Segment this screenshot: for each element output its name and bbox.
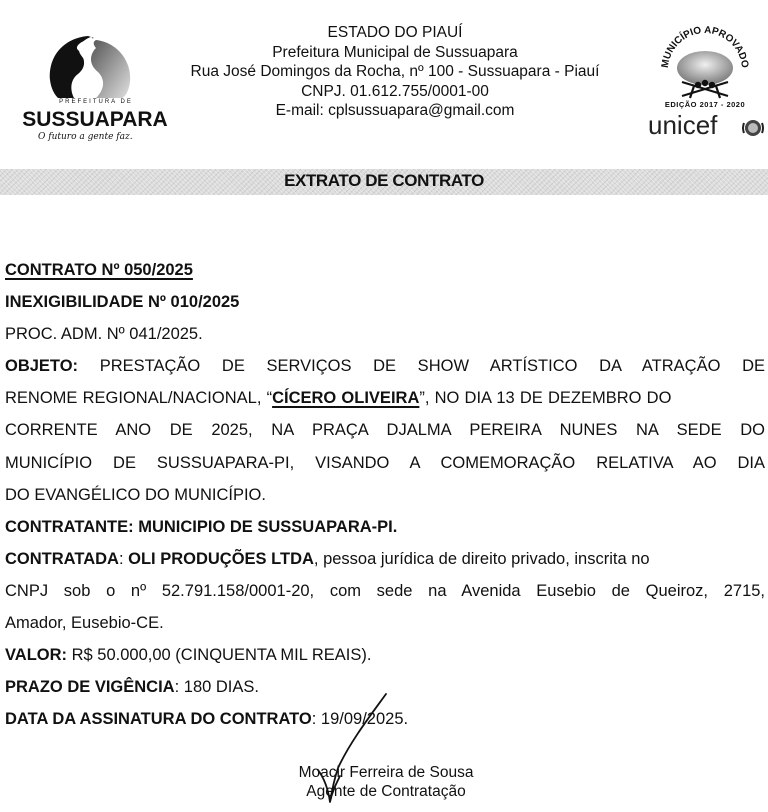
valor-value: R$ 50.000,00 (CINQUENTA MIL REAIS). bbox=[67, 646, 372, 665]
seal-arc-text: MUNICÍPIO APROVADO bbox=[659, 24, 751, 69]
contratada-line-2: CNPJ sob o nº 52.791.158/0001-20, com sede na Avenida Eusebio de Queiroz, 2715, bbox=[5, 581, 765, 600]
valor bbox=[5, 639, 765, 671]
road-emblem-icon bbox=[44, 34, 136, 100]
data-assinatura-value: : 19/09/2025. bbox=[311, 710, 409, 729]
contratada-line-1 bbox=[5, 543, 765, 575]
objeto-line-1 bbox=[5, 350, 765, 382]
objeto-line-2 bbox=[5, 382, 765, 414]
valor-label: VALOR: bbox=[5, 646, 68, 665]
unicef-globe-icon bbox=[742, 117, 764, 139]
contratada-line-3: Amador, Eusebio-CE. bbox=[5, 614, 164, 633]
contract-number: CONTRATO Nº 050/2025 bbox=[5, 261, 193, 279]
logo-prefix: PREFEITURA DE bbox=[59, 99, 133, 105]
unicef-wordmark: unicef bbox=[648, 110, 718, 140]
contratante: CONTRATANTE: MUNICIPIO DE SUSSUAPARA-PI. bbox=[5, 517, 398, 536]
objeto-text-1: PRESTAÇÃO DE SERVIÇOS DE SHOW ARTÍSTICO DA ATRAÇÃO DE bbox=[99, 357, 765, 376]
signature-block bbox=[250, 763, 522, 801]
contract-extract-body bbox=[5, 254, 765, 735]
objeto-line-3: CORRENTE ANO DE 2025, NA PRAÇA DJALMA PEREIRA NUNES NA SEDE DO bbox=[5, 421, 765, 440]
contratada-desc: , pessoa jurídica de direito privado, inscrita no bbox=[313, 549, 650, 568]
logo-name: SUSSUAPARA bbox=[22, 108, 168, 131]
signatory-role: Agente de Contratação bbox=[306, 783, 466, 800]
prazo-label: PRAZO DE VIGÊNCIA bbox=[5, 678, 175, 697]
objeto-text-2a: RENOME REGIONAL/NACIONAL, “ bbox=[5, 389, 273, 408]
objeto-label: OBJETO: bbox=[5, 357, 79, 376]
objeto-text-2b: ”, NO DIA 13 DE DEZEMBRO DO bbox=[419, 389, 672, 408]
contratada-label: CONTRATADA bbox=[5, 549, 119, 568]
inexigibilidade: INEXIGIBILIDADE Nº 010/2025 bbox=[5, 293, 240, 312]
document-header bbox=[0, 0, 768, 160]
logo-slogan: O futuro a gente faz. bbox=[38, 132, 133, 142]
prazo-value: : 180 DIAS. bbox=[174, 678, 259, 697]
header-email: E-mail: cplsussuapara@gmail.com bbox=[275, 102, 515, 120]
contratada-sep: : bbox=[118, 549, 129, 568]
signatory-name: Moacir Ferreira de Sousa bbox=[298, 764, 474, 781]
sussuapara-logo bbox=[8, 30, 168, 150]
header-state: ESTADO DO PIAUÍ bbox=[327, 24, 463, 41]
document-title: EXTRATO DE CONTRATO bbox=[284, 171, 484, 190]
seal-edition: EDIÇÃO 2017 - 2020 bbox=[664, 100, 746, 109]
letterhead-text bbox=[160, 23, 630, 121]
objeto-line-4: MUNICÍPIO DE SUSSUAPARA-PI, VISANDO A COMEMORAÇÃO RELATIVA AO DIA bbox=[5, 453, 765, 472]
municipio-aprovado-seal-icon bbox=[642, 24, 768, 104]
header-cnpj: CNPJ. 01.612.755/0001-00 bbox=[301, 82, 489, 100]
unicef-seal-logo bbox=[642, 24, 768, 144]
proc-adm: PROC. ADM. Nº 041/2025. bbox=[5, 325, 203, 344]
artist-name: CÍCERO OLIVEIRA bbox=[272, 389, 420, 408]
header-prefeitura: Prefeitura Municipal de Sussuapara bbox=[272, 43, 518, 61]
header-address: Rua José Domingos da Rocha, nº 100 - Sussuapara - Piauí bbox=[190, 63, 600, 81]
contratada-name: OLI PRODUÇÕES LTDA bbox=[128, 549, 314, 568]
objeto-line-5: DO EVANGÉLICO DO MUNICÍPIO. bbox=[5, 485, 266, 504]
data-assinatura-label: DATA DA ASSINATURA DO CONTRATO bbox=[5, 710, 312, 729]
